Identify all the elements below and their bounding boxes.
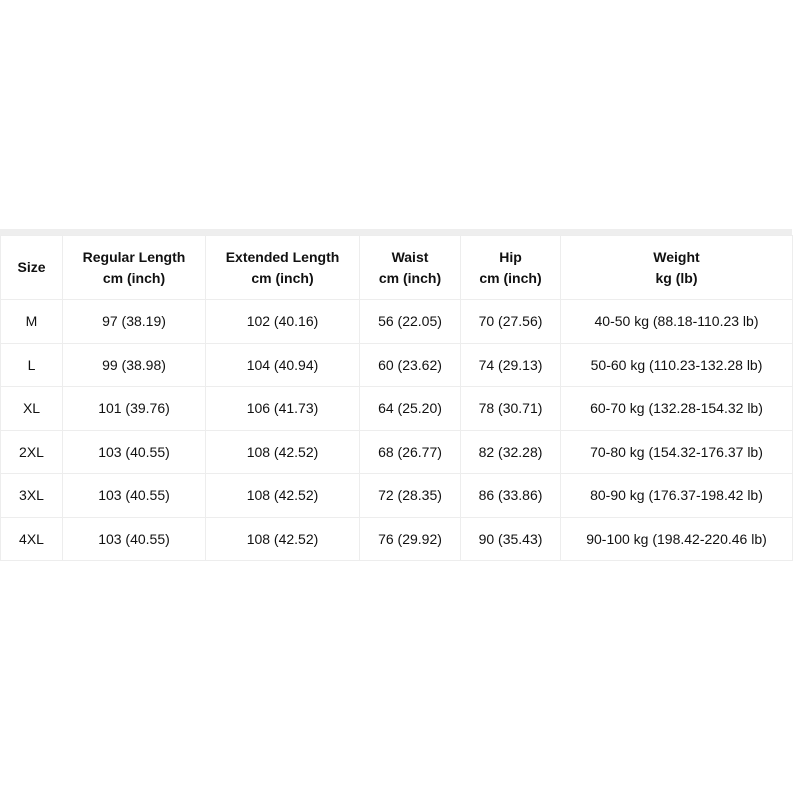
cell-size: 2XL <box>1 430 63 474</box>
cell-hip: 78 (30.71) <box>461 387 561 431</box>
header-size <box>1 236 63 300</box>
cell-size: 4XL <box>1 517 63 561</box>
cell-weight: 60-70 kg (132.28-154.32 lb) <box>561 387 793 431</box>
header-weight-unit: kg (lb) <box>655 269 698 286</box>
cell-weight: 70-80 kg (154.32-176.37 lb) <box>561 430 793 474</box>
cell-hip: 82 (32.28) <box>461 430 561 474</box>
cell-size: M <box>1 300 63 344</box>
header-waist-label: Waist <box>391 248 429 265</box>
cell-extended-length: 106 (41.73) <box>206 387 360 431</box>
cell-weight: 90-100 kg (198.42-220.46 lb) <box>561 517 793 561</box>
cell-regular-length: 103 (40.55) <box>63 474 206 518</box>
header-waist-unit: cm (inch) <box>378 269 442 286</box>
table-row <box>1 300 793 344</box>
header-regular-length-label: Regular Length <box>82 248 186 265</box>
cell-waist: 72 (28.35) <box>360 474 461 518</box>
cell-waist: 76 (29.92) <box>360 517 461 561</box>
header-regular-length <box>63 236 206 300</box>
cell-weight: 40-50 kg (88.18-110.23 lb) <box>561 300 793 344</box>
cell-extended-length: 108 (42.52) <box>206 517 360 561</box>
header-extended-length-label: Extended Length <box>225 248 340 265</box>
cell-waist: 64 (25.20) <box>360 387 461 431</box>
header-weight <box>561 236 793 300</box>
cell-regular-length: 101 (39.76) <box>63 387 206 431</box>
table-row <box>1 474 793 518</box>
cell-regular-length: 97 (38.19) <box>63 300 206 344</box>
header-weight-label: Weight <box>653 248 700 265</box>
header-extended-length <box>206 236 360 300</box>
header-hip <box>461 236 561 300</box>
cell-extended-length: 102 (40.16) <box>206 300 360 344</box>
table-row <box>1 430 793 474</box>
cell-hip: 90 (35.43) <box>461 517 561 561</box>
size-chart-table <box>0 235 793 561</box>
cell-size: XL <box>1 387 63 431</box>
cell-size: L <box>1 343 63 387</box>
cell-extended-length: 108 (42.52) <box>206 430 360 474</box>
cell-hip: 74 (29.13) <box>461 343 561 387</box>
cell-regular-length: 103 (40.55) <box>63 517 206 561</box>
cell-size: 3XL <box>1 474 63 518</box>
cell-waist: 56 (22.05) <box>360 300 461 344</box>
cell-weight: 50-60 kg (110.23-132.28 lb) <box>561 343 793 387</box>
cell-hip: 86 (33.86) <box>461 474 561 518</box>
table-row <box>1 387 793 431</box>
cell-regular-length: 103 (40.55) <box>63 430 206 474</box>
cell-waist: 60 (23.62) <box>360 343 461 387</box>
table-row <box>1 517 793 561</box>
cell-waist: 68 (26.77) <box>360 430 461 474</box>
cell-extended-length: 108 (42.52) <box>206 474 360 518</box>
header-hip-label: Hip <box>499 248 522 265</box>
header-extended-length-unit: cm (inch) <box>251 269 314 286</box>
header-regular-length-unit: cm (inch) <box>102 269 166 286</box>
header-hip-unit: cm (inch) <box>479 269 542 286</box>
cell-regular-length: 99 (38.98) <box>63 343 206 387</box>
size-chart-container <box>0 229 792 561</box>
header-waist <box>360 236 461 300</box>
cell-hip: 70 (27.56) <box>461 300 561 344</box>
header-size-label: Size <box>17 259 46 275</box>
table-row <box>1 343 793 387</box>
cell-extended-length: 104 (40.94) <box>206 343 360 387</box>
header-row <box>1 236 793 300</box>
cell-weight: 80-90 kg (176.37-198.42 lb) <box>561 474 793 518</box>
